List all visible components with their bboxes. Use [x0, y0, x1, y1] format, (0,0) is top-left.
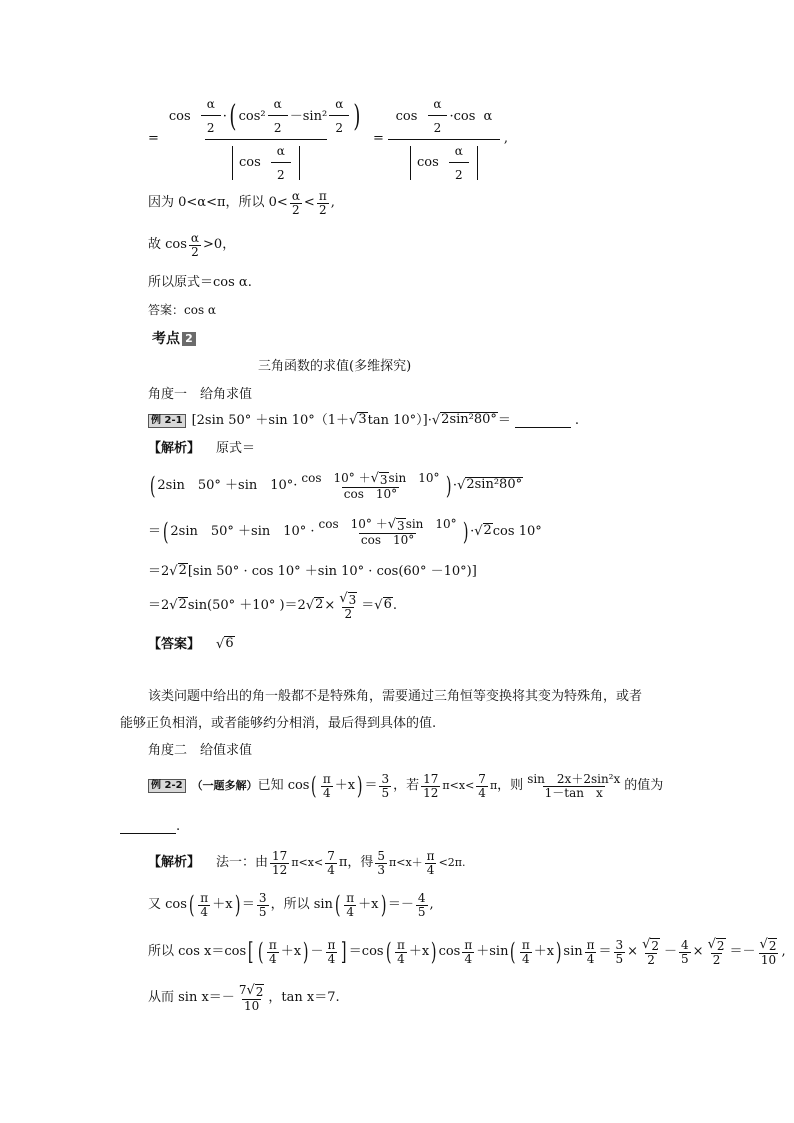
right-fraction [388, 98, 500, 180]
dot: · [222, 108, 227, 124]
four-fifths: $\frac{4}{5}$ [417, 890, 426, 919]
note-line-1: 该类问题中给出的角一般都不是特殊角，需要通过三角恒等变换将其变为特殊角，或者 [148, 689, 643, 704]
sqrt-2: √ 2 [169, 597, 187, 613]
known-text: 已知 cos [257, 778, 310, 793]
expr-part: sin(50° ＋10° )＝2 [187, 598, 306, 613]
expr-part: ，所以 sin [270, 897, 333, 912]
expr-part: 2sin 50° ＋sin 10° · [170, 524, 315, 539]
solution-2-1-line4 [148, 590, 397, 622]
solution-2-2-line4 [148, 980, 340, 1016]
plus-x: ＋x [533, 944, 555, 959]
sqrt-2: √ 2 [169, 563, 187, 579]
solution-2-1-line2 [148, 512, 542, 552]
period: . [392, 598, 397, 613]
target-fraction: $\frac{\text{sin 2x＋2sin²x}}{\text{1－tan x}}$ [527, 771, 621, 800]
left-paren: ( [311, 772, 317, 800]
cos-sin-fraction: cos 10° ＋ √ 3 sin 10° cos 10° [301, 470, 440, 501]
left-paren: ( [162, 518, 169, 546]
equals-sign: = [148, 131, 159, 146]
four-fifths: $\frac{4}{5}$ [681, 937, 689, 966]
equals-sign: = [373, 131, 384, 146]
example-2-2 [148, 766, 663, 806]
cos-text: cos [395, 108, 418, 124]
note-line-2: 能够正负相消，或者能够约分相消，最后得到具体的值. [120, 716, 437, 731]
angle-two-heading: 角度二 给值求值 [148, 743, 253, 758]
solution-2-1-line3 [148, 563, 477, 581]
plus-x: ＋x [358, 897, 379, 912]
times: × [692, 944, 704, 959]
dot: · [452, 478, 458, 493]
comma: , [781, 944, 786, 959]
left-paren: ( [257, 938, 264, 966]
intro-fraction-line [148, 96, 508, 182]
equals-sign: ＝ [148, 524, 162, 539]
seven-sqrt2-over-10: 7 √ 2 10 [238, 982, 264, 1013]
because-text: 因为 0<α<π，所以 0< [148, 195, 288, 210]
expr-part: 2sin 50° ＋sin 10°· [157, 478, 298, 493]
expr-part: ＝2 [148, 598, 170, 613]
equals-sign: ＝ [241, 897, 255, 912]
sqrt2-over-2: √ 2 2 [707, 936, 725, 967]
pi-over-4: $\frac{\pi}{4}$ [586, 937, 595, 966]
five-thirds: $\frac{5}{3}$ [377, 848, 386, 877]
seven-fourths: $\frac{7}{4}$ [327, 848, 335, 877]
alpha-half: $\frac{\alpha}{2}$ [427, 98, 447, 135]
equals-sign: ＝ [598, 944, 612, 959]
solution-2-2-line1 [148, 846, 466, 880]
seventeen-twelfths: $\frac{17}{12}$ [423, 771, 439, 800]
plus-x: ＋x [334, 778, 356, 793]
abs-cos-alpha-half [410, 143, 478, 182]
right-paren: ) [431, 938, 437, 966]
equals-sign: ＝ [364, 778, 378, 793]
period: . [574, 413, 580, 428]
expr-part: 从而 sin x＝－ [148, 990, 235, 1005]
inequality: π<x< [291, 856, 324, 869]
left-fraction [163, 98, 369, 180]
abs-cos-alpha-half [232, 143, 300, 182]
pi-over-4: $\frac{\pi}{4}$ [322, 771, 331, 800]
right-paren: ) [380, 891, 387, 919]
sqrt-3: √ 3 [349, 412, 367, 428]
sin-text: sin [563, 944, 583, 959]
example-tag: 例 2-2 [148, 779, 186, 793]
cos-sin-fraction: cos 10° ＋ √ 3 sin 10° cos 10° [318, 516, 457, 547]
plus-sin: ＋sin [476, 944, 509, 959]
alpha-half: $\frac{\alpha}{2}$ [201, 98, 221, 135]
topic-title: 三角函数的求值(多维探究) [258, 359, 412, 374]
pi-over-4: $\frac{\pi}{4}$ [346, 890, 355, 919]
pi-over-4: $\frac{\pi}{4}$ [396, 937, 405, 966]
alpha-half: $\frac{\alpha}{2}$ [449, 145, 469, 182]
answer-blank[interactable] [515, 415, 571, 428]
right-paren: ) [462, 518, 469, 546]
pi-over-4: $\frac{\pi}{4}$ [426, 848, 435, 877]
dot: · [449, 108, 454, 124]
plus-x: ＋x [280, 944, 302, 959]
comma: , [429, 897, 434, 912]
solution-2-2-line2 [148, 888, 434, 922]
alpha-half: $\frac{\alpha}{2}$ [190, 230, 200, 259]
inequality: π<x＋ [389, 856, 423, 869]
answer-line-1: 答案：cos α [148, 303, 217, 317]
kaodian-number-badge: 2 [182, 332, 196, 346]
seven-fourths: $\frac{7}{4}$ [478, 771, 486, 800]
sqrt2-over-10: √ 2 10 [759, 936, 777, 967]
expr-part: 又 cos [148, 897, 187, 912]
minus-sin-squared: －sin² [289, 108, 328, 124]
example-2-2-blank [120, 818, 180, 836]
times: × [324, 598, 336, 613]
right-paren: ) [356, 772, 363, 800]
solution-2-1-line1 [148, 466, 523, 506]
right-paren: ) [555, 938, 562, 966]
minus: － [664, 944, 678, 959]
left-paren: ( [188, 891, 195, 919]
cos-squared: cos² [238, 108, 266, 124]
sqrt-6: √ 6 [216, 636, 234, 652]
pi-half: $\frac{\pi}{2}$ [318, 188, 327, 217]
expr-part: ＝cos [348, 944, 384, 959]
sqrt-2: √ 2 [474, 523, 492, 539]
pi-over-4: $\frac{\pi}{4}$ [464, 937, 473, 966]
example-tag: 例 2-1 [148, 414, 186, 428]
right-paren: ) [303, 938, 309, 966]
alpha-half: $\frac{\alpha}{2}$ [329, 98, 349, 135]
cos-10: cos 10° [492, 524, 542, 539]
comma: , [503, 131, 509, 146]
result-line: 所以原式＝cos α. [148, 275, 252, 290]
cos-text: cos [416, 155, 439, 170]
left-paren: ( [334, 891, 341, 919]
dot: · [470, 524, 475, 539]
pi-over-4: $\frac{\pi}{4}$ [521, 937, 530, 966]
if-text: ，若 [393, 778, 420, 793]
left-paren: ( [229, 98, 237, 134]
cos-text: cos [438, 944, 461, 959]
answer-blank[interactable] [120, 821, 176, 834]
multi-solution-tag: （一题多解） [191, 779, 258, 792]
right-paren: ) [353, 98, 361, 134]
kaodian-heading [152, 330, 196, 348]
pi-over-4: $\frac{\pi}{4}$ [268, 937, 277, 966]
alpha-half: $\frac{\alpha}{2}$ [271, 145, 291, 182]
seventeen-twelfths: $\frac{17}{12}$ [272, 848, 288, 877]
because-line [148, 188, 335, 218]
right-bracket: ] [341, 938, 347, 966]
right-paren: ) [234, 891, 241, 919]
left-bracket: [ [248, 938, 254, 966]
value-is-text: 的值为 [624, 778, 664, 793]
method-text: 法一：由 [216, 855, 269, 870]
cos-text: cos [239, 155, 261, 170]
stem-part: tan 10°）]· [367, 413, 432, 428]
stem-part: [2sin 50° ＋sin 10°（1＋ [191, 413, 350, 428]
left-paren: ( [510, 938, 516, 966]
angle-one-heading: 角度一 给角求值 [148, 387, 253, 402]
sqrt3-over-2: √ 3 2 [339, 590, 357, 621]
analysis-label: 【解析】 [148, 855, 201, 870]
analysis-label: 【解析】 [148, 441, 201, 456]
alpha: α [483, 108, 493, 124]
equals-minus: ＝－ [387, 897, 414, 912]
minus: － [310, 944, 324, 959]
alpha-half: $\frac{\alpha}{2}$ [291, 188, 300, 217]
left-paren: ( [149, 472, 156, 500]
cos-text: cos [453, 108, 476, 124]
sqrt-2sin80: √ 2sin²80° [457, 477, 523, 493]
plus-x: ＋x [408, 944, 430, 959]
right-paren: ) [445, 472, 452, 500]
cos-text: cos [168, 108, 191, 124]
sqrt-2sin80: √ 2sin²80° [431, 412, 497, 428]
solution-2-1-start [148, 440, 255, 458]
sqrt2-over-2: √ 2 2 [642, 936, 660, 967]
answer-label: 【答案】 [148, 637, 201, 652]
left-paren: ( [385, 938, 392, 966]
three-fifths: $\frac{3}{5}$ [615, 937, 624, 966]
expr-part: ＝2 [148, 564, 170, 579]
therefore-line [148, 230, 235, 260]
expr-part: 所以 cos x＝cos [148, 944, 247, 959]
less-than: < [303, 195, 315, 210]
comma: , [330, 195, 335, 210]
three-fifths: $\frac{3}{5}$ [258, 890, 267, 919]
therefore-end: >0， [203, 237, 236, 252]
example-2-1 [148, 412, 579, 430]
derive-text: π，得 [338, 855, 374, 870]
pi-over-4: $\frac{\pi}{4}$ [327, 937, 336, 966]
answer-2-1 [148, 636, 235, 654]
therefore-text: 故 cos [148, 237, 187, 252]
three-fifths: $\frac{3}{5}$ [381, 771, 390, 800]
solution-2-2-line3 [148, 932, 786, 972]
equals-minus: ＝－ [729, 944, 756, 959]
original-expr-text: 原式＝ [216, 441, 256, 456]
pi: π [489, 779, 498, 792]
kaodian-label: 考点 [152, 331, 180, 347]
period: . [176, 819, 181, 834]
expr-part: [sin 50° · cos 10° ＋sin 10° · cos(60° －10°)] [187, 564, 477, 579]
pi-over-4: $\frac{\pi}{4}$ [200, 890, 209, 919]
expr-part: ，tan x＝7. [268, 990, 340, 1005]
plus-x: ＋x [212, 897, 233, 912]
equals-sign: ＝ [361, 598, 375, 613]
inequality: π<x< [442, 779, 475, 792]
sqrt-6: √ 6 [374, 597, 392, 613]
then-text: ，则 [497, 778, 524, 793]
equals-sign: ＝ [497, 413, 511, 428]
times: × [627, 944, 639, 959]
alpha-half: $\frac{\alpha}{2}$ [268, 98, 288, 135]
sqrt-2: √ 2 [305, 597, 324, 613]
inequality-end: <2π. [438, 856, 466, 869]
